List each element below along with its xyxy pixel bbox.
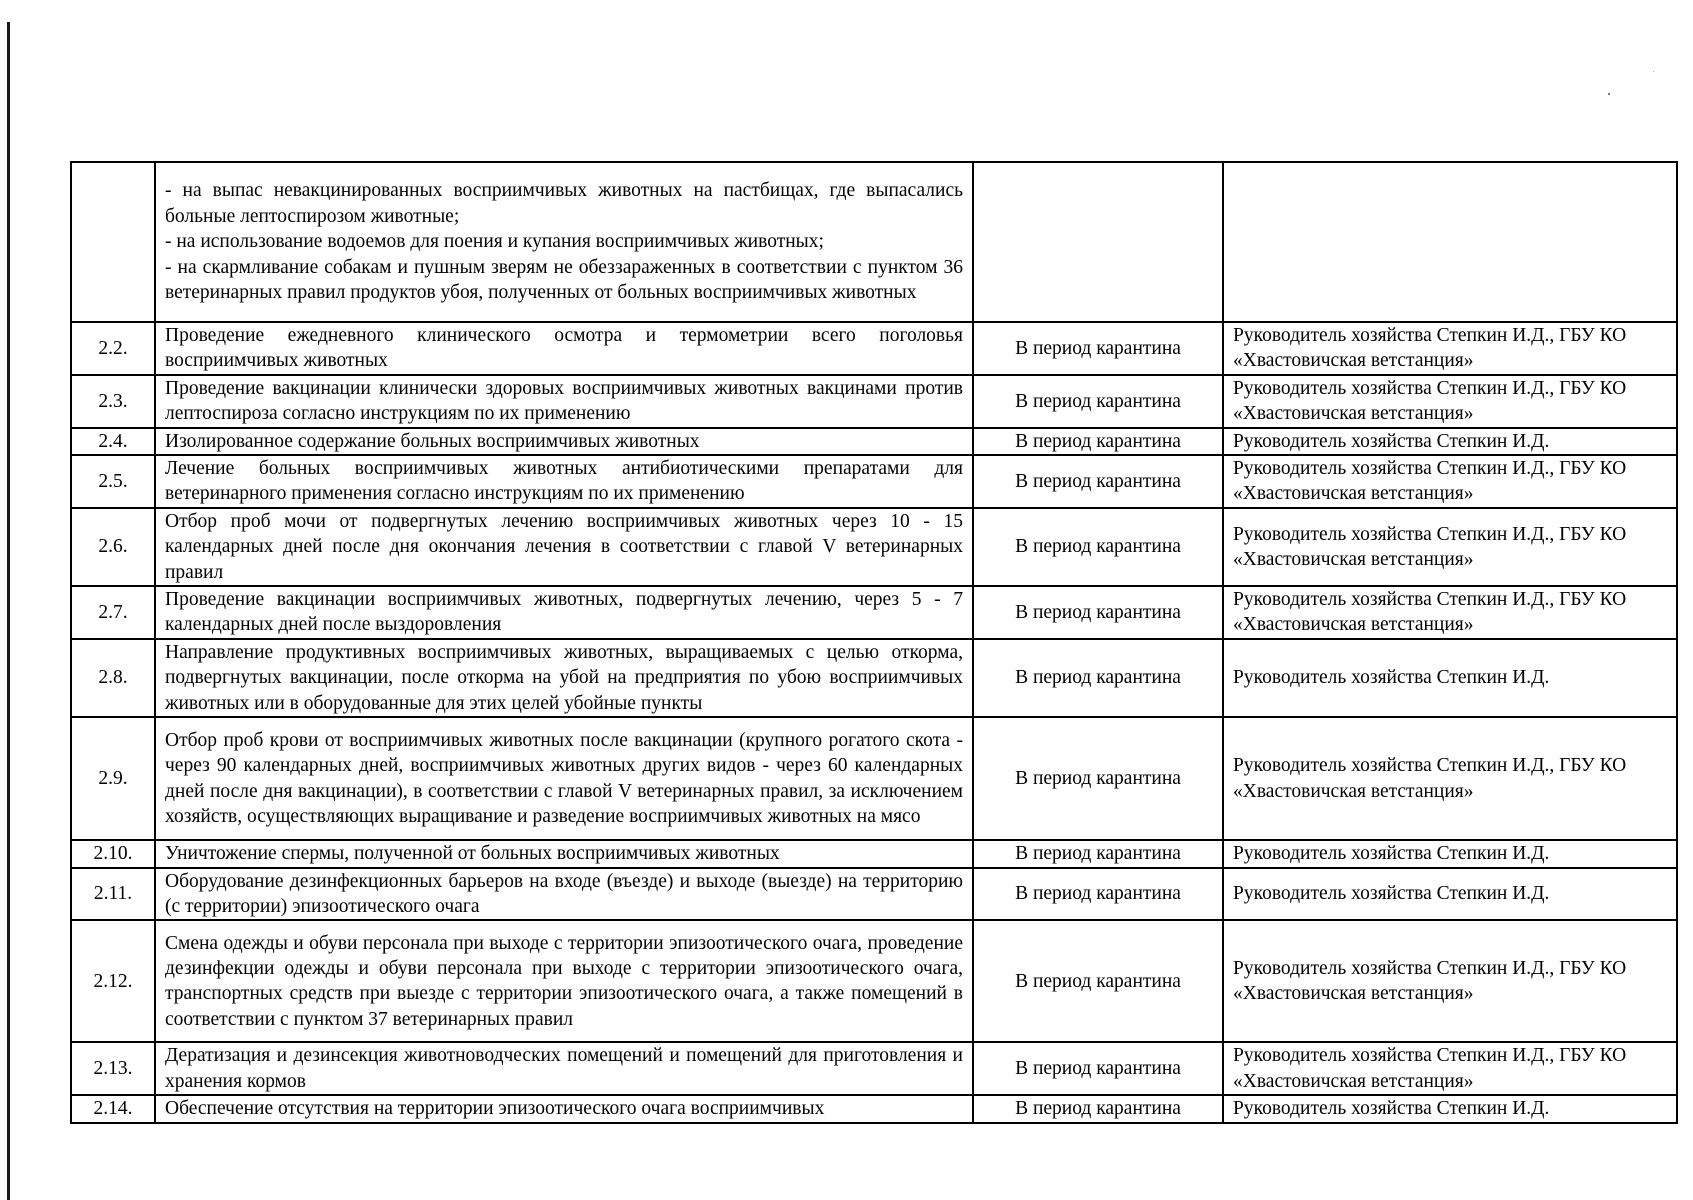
cell-responsible: Руководитель хозяйства Степкин И.Д., ГБУ КО «Хвастовичская ветстанция» — [1223, 322, 1677, 375]
table-row — [71, 586, 1677, 639]
cell-num: 2.4. — [71, 428, 155, 455]
table-row — [71, 717, 1677, 840]
cell-num: 2.6. — [71, 508, 155, 586]
cell-term: В период карантина — [973, 920, 1223, 1042]
table-row — [71, 868, 1677, 921]
table-row-continuation — [71, 162, 1677, 322]
cell-responsible — [1223, 162, 1677, 322]
cell-responsible: Руководитель хозяйства Степкин И.Д., ГБУ КО «Хвастовичская ветстанция» — [1223, 1042, 1677, 1095]
cell-term — [973, 162, 1223, 322]
cell-action: Оборудование дезинфекционных барьеров на входе (въезде) и выходе (выезде) на территорию (с территории) эпизоотического очага — [155, 868, 973, 921]
restriction-line: - на выпас невакцинированных восприимчивых животных на пастбищах, где выпасались больные лептоспирозом животные; — [165, 180, 963, 227]
cell-term: В период карантина — [973, 508, 1223, 586]
cell-term: В период карантина — [973, 1042, 1223, 1095]
cell-action: Направление продуктивных восприимчивых животных, выращиваемых с целью откорма, подвергнутых вакцинации, после откорма на убой на предприятия по убою восприимчивых животных или в оборудованные для этих целей убойные пункты — [155, 639, 973, 717]
cell-action: Дератизация и дезинсекция животноводческих помещений и помещений для приготовления и хранения кормов — [155, 1042, 973, 1095]
table-row — [71, 1095, 1677, 1122]
cell-num: 2.13. — [71, 1042, 155, 1095]
cell-num: 2.8. — [71, 639, 155, 717]
cell-responsible: Руководитель хозяйства Степкин И.Д. — [1223, 428, 1677, 455]
table-row — [71, 639, 1677, 717]
table-row — [71, 508, 1677, 586]
cell-num: 2.14. — [71, 1095, 155, 1122]
cell-term: В период карантина — [973, 717, 1223, 840]
cell-term: В период карантина — [973, 428, 1223, 455]
cell-num: 2.11. — [71, 868, 155, 921]
cell-term: В период карантина — [973, 375, 1223, 428]
cell-term: В период карантина — [973, 322, 1223, 375]
cell-responsible: Руководитель хозяйства Степкин И.Д. — [1223, 1095, 1677, 1122]
cell-num: 2.9. — [71, 717, 155, 840]
cell-action: Смена одежды и обуви персонала при выходе с территории эпизоотического очага, проведение дезинфекции одежды и обуви персонала при выходе с территории эпизоотического очага, транспортных средств при выезде с территории эпизоотического очага, а также помещений в соответствии с пунктом 37 ветеринарных правил — [155, 920, 973, 1042]
cell-responsible: Руководитель хозяйства Степкин И.Д., ГБУ КО «Хвастовичская ветстанция» — [1223, 920, 1677, 1042]
cell-num: 2.10. — [71, 840, 155, 867]
cell-action: Проведение вакцинации восприимчивых животных, подвергнутых лечению, через 5 - 7 календарных дней после выздоровления — [155, 586, 973, 639]
cell-responsible: Руководитель хозяйства Степкин И.Д., ГБУ КО «Хвастовичская ветстанция» — [1223, 586, 1677, 639]
table-row — [71, 375, 1677, 428]
cell-responsible: Руководитель хозяйства Степкин И.Д., ГБУ КО «Хвастовичская ветстанция» — [1223, 455, 1677, 508]
table-row — [71, 428, 1677, 455]
scan-speck — [1653, 71, 1654, 72]
cell-term: В период карантина — [973, 868, 1223, 921]
cell-responsible: Руководитель хозяйства Степкин И.Д., ГБУ КО «Хвастовичская ветстанция» — [1223, 375, 1677, 428]
cell-action: Проведение ежедневного клинического осмотра и термометрии всего поголовья восприимчивых животных — [155, 322, 973, 375]
cell-num: 2.3. — [71, 375, 155, 428]
cell-responsible: Руководитель хозяйства Степкин И.Д. — [1223, 868, 1677, 921]
cell-responsible: Руководитель хозяйства Степкин И.Д., ГБУ КО «Хвастовичская ветстанция» — [1223, 508, 1677, 586]
cell-action: Уничтожение спермы, полученной от больных восприимчивых животных — [155, 840, 973, 867]
cell-num: 2.12. — [71, 920, 155, 1042]
cell-action: Лечение больных восприимчивых животных антибиотическими препаратами для ветеринарного применения согласно инструкциям по их применению — [155, 455, 973, 508]
restriction-line: - на скармливание собакам и пушным зверям не обеззараженных в соответствии с пунктом 36 ветеринарных правил продуктов убоя, полученных от больных восприимчивых животных — [165, 256, 963, 304]
cell-term: В период карантина — [973, 1095, 1223, 1122]
scan-speck — [1608, 93, 1610, 95]
table-row — [71, 920, 1677, 1042]
cell-term: В период карантина — [973, 639, 1223, 717]
page-edge-line — [7, 22, 10, 1200]
cell-action-continuation — [155, 162, 973, 322]
cell-action: Изолированное содержание больных восприимчивых животных — [155, 428, 973, 455]
measures-table-body — [71, 162, 1677, 1123]
cell-term: В период карантина — [973, 586, 1223, 639]
cell-responsible: Руководитель хозяйства Степкин И.Д. — [1223, 639, 1677, 717]
table-row — [71, 1042, 1677, 1095]
cell-action: Отбор проб крови от восприимчивых животных после вакцинации (крупного рогатого скота - через 90 календарных дней, восприимчивых животных других видов - через 60 календарных дней после дня вакцинации), в соответствии с главой V ветеринарных правил, за исключением хозяйств, осуществляющих выращивание и разведение восприимчивых животных на мясо — [155, 717, 973, 840]
measures-table — [70, 161, 1678, 1124]
cell-action: Обеспечение отсутствия на территории эпизоотического очага восприимчивых — [155, 1095, 973, 1122]
table-row — [71, 840, 1677, 867]
cell-responsible: Руководитель хозяйства Степкин И.Д., ГБУ КО «Хвастовичская ветстанция» — [1223, 717, 1677, 840]
cell-num: 2.7. — [71, 586, 155, 639]
cell-num: 2.5. — [71, 455, 155, 508]
cell-num: 2.2. — [71, 322, 155, 375]
restriction-line: - на использование водоемов для поения и купания восприимчивых животных; — [165, 231, 824, 253]
cell-action: Отбор проб мочи от подвергнутых лечению восприимчивых животных через 10 - 15 календарных дней после дня окончания лечения в соответствии с главой V ветеринарных правил — [155, 508, 973, 586]
cell-term: В период карантина — [973, 840, 1223, 867]
cell-action: Проведение вакцинации клинически здоровых восприимчивых животных вакцинами против лептоспироза согласно инструкциям по их применению — [155, 375, 973, 428]
table-row — [71, 322, 1677, 375]
cell-term: В период карантина — [973, 455, 1223, 508]
table-row — [71, 455, 1677, 508]
cell-num — [71, 162, 155, 322]
cell-responsible: Руководитель хозяйства Степкин И.Д. — [1223, 840, 1677, 867]
